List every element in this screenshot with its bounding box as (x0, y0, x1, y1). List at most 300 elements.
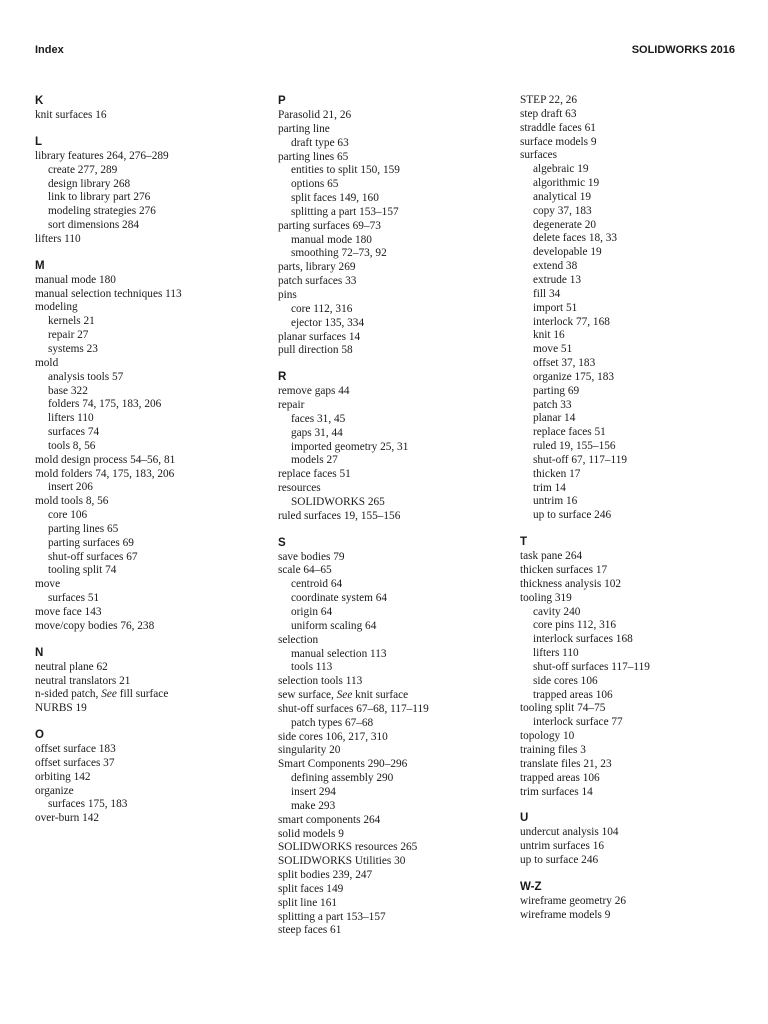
index-subentry (278, 206, 503, 220)
index-entry (520, 758, 745, 772)
index-subentry (520, 260, 745, 274)
entry-text: manual selection 113 (291, 647, 387, 660)
index-subentry (35, 426, 260, 440)
index-entry (35, 495, 260, 509)
index-subentry (35, 219, 260, 233)
entry-text: task pane 264 (520, 550, 583, 563)
entry-text: replace faces 51 (533, 426, 606, 439)
index-subentry (520, 288, 745, 302)
index-entry (278, 275, 503, 289)
index-entry (520, 840, 745, 854)
entry-text: neutral plane 62 (35, 660, 108, 673)
index-subentry (520, 385, 745, 399)
index-subentry (520, 482, 745, 496)
index-subentry (520, 316, 745, 330)
entry-text: import 51 (533, 301, 578, 314)
index-entry (520, 122, 745, 136)
entry-text: replace faces 51 (278, 468, 351, 481)
index-entry (35, 606, 260, 620)
entry-text: repair 27 (48, 329, 89, 342)
index-subentry (35, 592, 260, 606)
index-subentry (278, 441, 503, 455)
see-target: knit surface (352, 689, 409, 702)
running-header-right: SOLIDWORKS 2016 (631, 44, 735, 56)
entry-text: mold folders 74, 175, 183, 206 (35, 467, 175, 480)
index-entry (278, 731, 503, 745)
entry-text: insert 294 (291, 785, 336, 798)
entry-text: solid models 9 (278, 827, 344, 840)
index-subentry (278, 413, 503, 427)
entry-text: up to surface 246 (533, 509, 612, 522)
index-subentry (278, 606, 503, 620)
index-entry (278, 385, 503, 399)
index-entry (278, 564, 503, 578)
entry-text: surfaces 175, 183 (48, 798, 128, 811)
index-entry (35, 454, 260, 468)
index-entry (278, 924, 503, 938)
index-section (520, 811, 745, 868)
entry-text: singularity 20 (278, 744, 341, 757)
index-subentry (278, 178, 503, 192)
entry-text: trim surfaces 14 (520, 785, 593, 798)
entry-text: options 65 (291, 178, 339, 191)
entry-text: ejector 135, 334 (291, 316, 365, 329)
entry-text: modeling (35, 301, 78, 314)
index-column-1 (35, 94, 260, 838)
index-subentry (35, 343, 260, 357)
index-subentry (278, 772, 503, 786)
index-column-3 (520, 94, 745, 935)
entry-text: planar surfaces 14 (278, 330, 361, 343)
index-entry (35, 233, 260, 247)
entry-text: parting surfaces 69 (48, 536, 134, 549)
index-entry (278, 675, 503, 689)
index-entry (278, 911, 503, 925)
entry-text: scale 64–65 (278, 564, 332, 577)
section-letter-heading: P (278, 95, 286, 107)
index-entry (278, 468, 503, 482)
index-entry (520, 94, 745, 108)
entry-text: knit 16 (533, 329, 565, 342)
index-entry (278, 123, 503, 137)
section-letter-heading: K (35, 95, 44, 107)
entry-text: algorithmic 19 (533, 177, 600, 190)
index-entry (520, 826, 745, 840)
entry-text: undercut analysis 104 (520, 826, 619, 839)
entry-text: orbiting 142 (35, 770, 91, 783)
entry-text: side cores 106 (533, 674, 598, 687)
section-letter-heading: W-Z (520, 880, 542, 893)
entry-text: sort dimensions 284 (48, 219, 140, 232)
index-entry (278, 109, 503, 123)
entry-text: mold design process 54–56, 81 (35, 453, 176, 466)
index-entry (520, 772, 745, 786)
entry-text: offset surfaces 37 (35, 756, 115, 769)
entry-text: design library 268 (48, 177, 131, 190)
entry-text: up to surface 246 (520, 854, 599, 867)
entry-text: surfaces 51 (48, 592, 100, 605)
entry-text: parting 69 (533, 384, 580, 397)
index-subentry (520, 619, 745, 633)
index-subentry (520, 647, 745, 661)
entry-text: thicken 17 (533, 467, 581, 480)
entry-text: split bodies 239, 247 (278, 869, 373, 882)
index-entry (35, 675, 260, 689)
index-subentry (35, 398, 260, 412)
index-subentry (520, 219, 745, 233)
entry-text: parting surfaces 69–73 (278, 219, 381, 232)
index-subentry (35, 523, 260, 537)
index-section (520, 535, 745, 799)
index-subentry (278, 427, 503, 441)
index-entry (278, 399, 503, 413)
entry-text: tooling 319 (520, 591, 572, 604)
index-subentry (35, 537, 260, 551)
index-subentry (35, 315, 260, 329)
entry-text: algebraic 19 (533, 163, 589, 176)
entry-text: mold (35, 356, 59, 369)
index-entry (278, 897, 503, 911)
entry-text: cavity 240 (533, 605, 581, 618)
entry-text: resources (278, 482, 321, 495)
entry-text: trapped areas 106 (520, 771, 600, 784)
index-entry (35, 771, 260, 785)
entry-text: thickness analysis 102 (520, 577, 622, 590)
index-subentry (520, 232, 745, 246)
index-entry (278, 331, 503, 345)
index-subentry (520, 191, 745, 205)
entry-text: analysis tools 57 (48, 370, 124, 383)
section-letter-heading: U (520, 812, 529, 825)
entry-text: STEP 22, 26 (520, 94, 578, 106)
entry-text: pull direction 58 (278, 344, 353, 357)
entry-text: degenerate 20 (533, 218, 597, 231)
entry-text: trim 14 (533, 481, 566, 494)
index-entry (278, 151, 503, 165)
index-entry (35, 357, 260, 371)
index-subentry (520, 606, 745, 620)
index-subentry (278, 247, 503, 261)
entry-text: surface models 9 (520, 135, 597, 148)
running-header-left: Index (35, 44, 64, 56)
entry-text: steep faces 61 (278, 924, 342, 937)
index-subentry (278, 717, 503, 731)
index-subentry (278, 592, 503, 606)
entry-text: analytical 19 (533, 190, 592, 203)
index-subentry (35, 798, 260, 812)
index-entry (278, 289, 503, 303)
entry-text: core 112, 316 (291, 302, 353, 315)
index-entry (278, 634, 503, 648)
index-subentry (278, 620, 503, 634)
entry-text: lifters 110 (533, 647, 579, 660)
index-section (278, 370, 503, 523)
entry-text: entities to split 150, 159 (291, 164, 400, 177)
entry-text: shut-off surfaces 117–119 (533, 660, 650, 673)
entry-text: splitting a part 153–157 (278, 910, 386, 923)
entry-text: Smart Components 290–296 (278, 758, 408, 771)
index-subentry (35, 205, 260, 219)
entry-text: offset surface 183 (35, 743, 116, 756)
entry-text: move/copy bodies 76, 238 (35, 619, 155, 632)
index-subentry (35, 481, 260, 495)
index-subentry (35, 191, 260, 205)
entry-text: knit surfaces 16 (35, 109, 107, 121)
entry-text: ruled 19, 155–156 (533, 440, 616, 453)
entry-text: remove gaps 44 (278, 385, 350, 398)
section-letter-heading: M (35, 259, 45, 272)
entry-text: move 51 (533, 343, 573, 356)
index-entry (35, 757, 260, 771)
index-entry (278, 261, 503, 275)
index-subentry (520, 509, 745, 523)
section-letter-heading: S (278, 536, 286, 549)
index-entry (35, 688, 260, 702)
entry-text: split line 161 (278, 896, 337, 909)
index-subentry (278, 496, 503, 510)
index-subentry (520, 302, 745, 316)
index-subentry (35, 564, 260, 578)
index-subentry (278, 234, 503, 248)
entry-text: delete faces 18, 33 (533, 232, 618, 245)
entry-text: shut-off surfaces 67 (48, 550, 138, 563)
index-section (35, 259, 260, 634)
entry-text: smart components 264 (278, 813, 381, 826)
entry-text: move (35, 578, 61, 591)
entry-text: tooling split 74–75 (520, 702, 606, 715)
index-subentry (520, 454, 745, 468)
index-section (35, 646, 260, 716)
entry-text: kernels 21 (48, 315, 95, 328)
index-entry (35, 468, 260, 482)
entry-text: insert 206 (48, 481, 93, 494)
entry-text: create 277, 289 (48, 163, 118, 176)
entry-text: thicken surfaces 17 (520, 564, 608, 576)
entry-text: organize 175, 183 (533, 370, 615, 383)
index-entry (278, 744, 503, 758)
index-subentry (278, 786, 503, 800)
index-subentry (520, 205, 745, 219)
index-entry (520, 592, 745, 606)
index-entry (278, 883, 503, 897)
index-subentry (520, 716, 745, 730)
entry-text: manual mode 180 (291, 233, 372, 246)
index-section (278, 536, 503, 939)
entry-text: uniform scaling 64 (291, 619, 377, 632)
index-subentry (278, 164, 503, 178)
index-entry (35, 620, 260, 634)
entry-text: wireframe models 9 (520, 908, 611, 921)
entry-text: surfaces (520, 149, 558, 162)
entry-text: sew surface, (278, 689, 337, 702)
index-subentry (520, 426, 745, 440)
index-entry (278, 344, 503, 358)
entry-text: base 322 (48, 384, 88, 397)
index-entry (35, 274, 260, 288)
index-section (520, 880, 745, 923)
entry-text: parts, library 269 (278, 261, 356, 274)
index-entry (520, 149, 745, 163)
entry-text: tools 8, 56 (48, 439, 96, 452)
section-letter-heading: T (520, 536, 528, 549)
section-letter-heading: L (35, 135, 43, 148)
entry-text: over-burn 142 (35, 812, 100, 825)
entry-text: library features 264, 276–289 (35, 149, 169, 162)
entry-text: wireframe geometry 26 (520, 894, 627, 907)
index-entry (520, 909, 745, 923)
entry-text: surfaces 74 (48, 426, 100, 439)
index-entry (520, 895, 745, 909)
entry-text: interlock surfaces 168 (533, 633, 633, 646)
entry-text: untrim surfaces 16 (520, 840, 605, 853)
index-subentry (520, 412, 745, 426)
index-subentry (35, 551, 260, 565)
entry-text: patch types 67–68 (291, 716, 374, 729)
entry-text: systems 23 (48, 342, 98, 355)
entry-text: neutral translators 21 (35, 674, 131, 687)
entry-text: coordinate system 64 (291, 592, 388, 605)
index-section (35, 94, 260, 123)
entry-text: pins (278, 288, 297, 301)
entry-text: patch 33 (533, 398, 572, 411)
index-subentry (35, 509, 260, 523)
entry-text: imported geometry 25, 31 (291, 440, 409, 453)
index-entry (278, 220, 503, 234)
see-reference: See (336, 689, 353, 702)
index-subentry (520, 343, 745, 357)
entry-text: interlock 77, 168 (533, 315, 610, 328)
entry-text: manual mode 180 (35, 273, 116, 286)
index-subentry (520, 357, 745, 371)
index-entry (520, 702, 745, 716)
index-section (520, 94, 745, 523)
index-subentry (520, 274, 745, 288)
entry-text: parting lines 65 (278, 150, 349, 163)
entry-text: lifters 110 (48, 412, 94, 425)
index-entry (520, 564, 745, 578)
index-subentry (520, 661, 745, 675)
entry-text: SOLIDWORKS resources 265 (278, 841, 418, 854)
entry-text: straddle faces 61 (520, 121, 596, 134)
index-subentry (520, 329, 745, 343)
entry-text: folders 74, 175, 183, 206 (48, 398, 162, 411)
index-entry (35, 301, 260, 315)
index-entry (278, 551, 503, 565)
index-subentry (278, 800, 503, 814)
index-entry (35, 578, 260, 592)
index-section (35, 135, 260, 247)
index-subentry (278, 303, 503, 317)
entry-text: patch surfaces 33 (278, 275, 357, 288)
entry-text: copy 37, 183 (533, 204, 592, 217)
entry-text: centroid 64 (291, 578, 343, 591)
entry-text: side cores 106, 217, 310 (278, 730, 388, 743)
entry-text: manual selection techniques 113 (35, 287, 182, 300)
entry-text: step draft 63 (520, 107, 577, 120)
index-subentry (35, 412, 260, 426)
index-entry (278, 869, 503, 883)
index-subentry (520, 246, 745, 260)
index-entry (278, 703, 503, 717)
index-entry (278, 814, 503, 828)
index-subentry (35, 440, 260, 454)
see-reference: See (101, 688, 117, 701)
index-entry (35, 785, 260, 799)
index-entry (520, 108, 745, 122)
entry-text: parting lines 65 (48, 522, 119, 535)
index-subentry (278, 192, 503, 206)
index-subentry (278, 317, 503, 331)
entry-text: translate files 21, 23 (520, 757, 612, 770)
entry-text: faces 31, 45 (291, 412, 346, 425)
index-entry (278, 482, 503, 496)
entry-text: parting line (278, 122, 330, 135)
entry-text: SOLIDWORKS Utilities 30 (278, 855, 406, 868)
entry-text: repair (278, 399, 305, 412)
entry-text: training files 3 (520, 743, 586, 756)
index-entry (35, 743, 260, 757)
entry-text: link to library part 276 (48, 191, 151, 204)
entry-text: interlock surface 77 (533, 716, 623, 729)
index-entry (520, 786, 745, 800)
entry-text: trapped areas 106 (533, 688, 613, 701)
entry-text: split faces 149, 160 (291, 192, 379, 205)
entry-text: tooling split 74 (48, 564, 117, 577)
entry-text: Parasolid 21, 26 (278, 109, 352, 121)
section-letter-heading: R (278, 371, 287, 384)
index-entry (278, 828, 503, 842)
index-subentry (520, 440, 745, 454)
index-subentry (520, 399, 745, 413)
index-section (278, 94, 503, 358)
section-letter-heading: O (35, 729, 44, 742)
index-entry (278, 855, 503, 869)
entry-text: selection (278, 633, 319, 646)
index-subentry (520, 495, 745, 509)
index-subentry (520, 468, 745, 482)
entry-text: planar 14 (533, 412, 576, 425)
entry-text: split faces 149 (278, 882, 344, 895)
entry-text: offset 37, 183 (533, 357, 596, 370)
entry-text: topology 10 (520, 730, 575, 743)
entry-text: defining assembly 290 (291, 772, 394, 785)
index-subentry (278, 661, 503, 675)
entry-text: move face 143 (35, 606, 102, 618)
index-subentry (278, 578, 503, 592)
index-entry (35, 150, 260, 164)
see-target: fill surface (116, 688, 169, 701)
index-entry (520, 578, 745, 592)
entry-text: lifters 110 (35, 232, 81, 245)
entry-text: shut-off surfaces 67–68, 117–119 (278, 702, 429, 715)
entry-text: shut-off 67, 117–119 (533, 453, 628, 466)
index-subentry (520, 675, 745, 689)
entry-text: draft type 63 (291, 136, 349, 149)
entry-text: save bodies 79 (278, 550, 345, 563)
index-entry (278, 758, 503, 772)
entry-text: organize (35, 784, 74, 797)
entry-text: origin 64 (291, 606, 333, 618)
entry-text: core 106 (48, 509, 88, 522)
entry-text: SOLIDWORKS 265 (291, 495, 385, 508)
entry-text: NURBS 19 (35, 702, 87, 715)
index-entry (35, 702, 260, 716)
entry-text: core pins 112, 316 (533, 619, 617, 632)
index-subentry (35, 164, 260, 178)
index-subentry (278, 648, 503, 662)
entry-text: extend 38 (533, 260, 578, 273)
index-subentry (520, 633, 745, 647)
